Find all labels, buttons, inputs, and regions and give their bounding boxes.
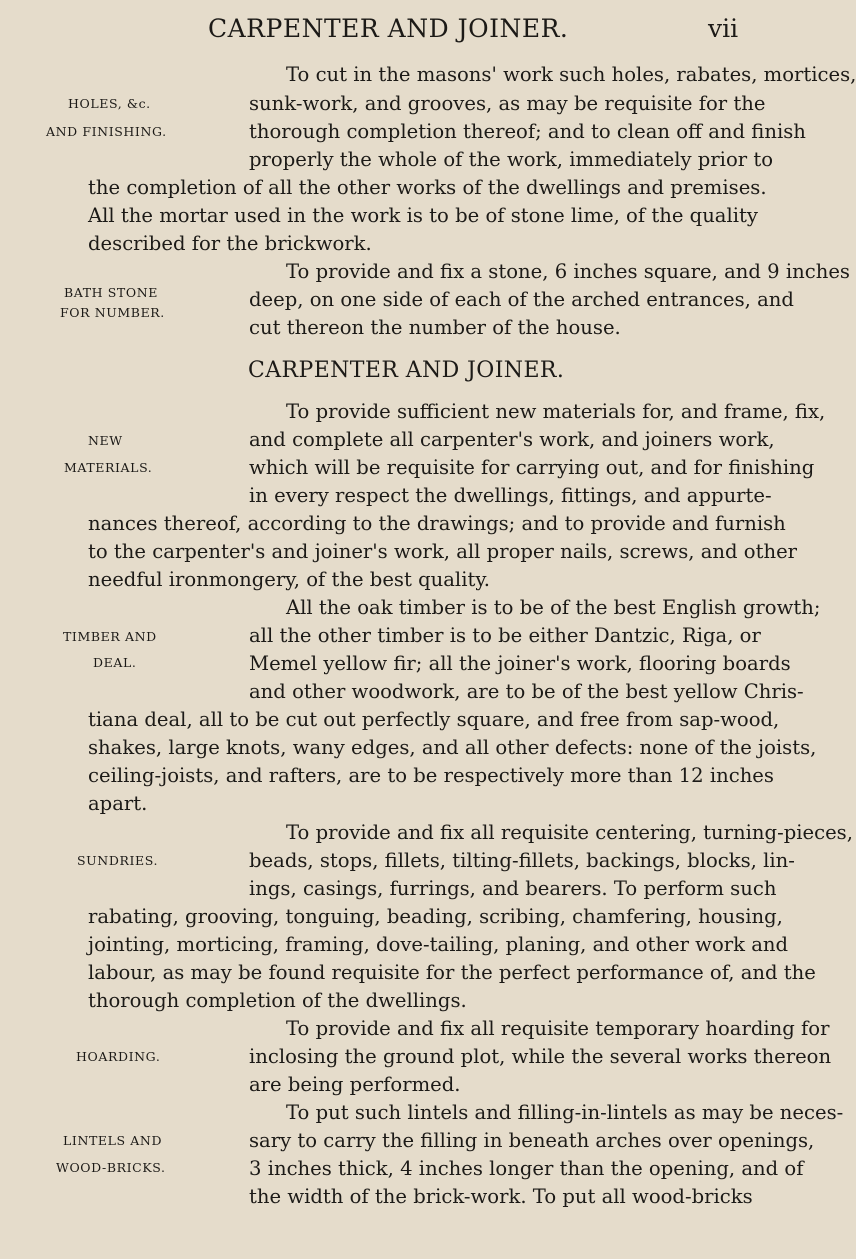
text-line: and complete all carpenter's work, and joiners work, (249, 428, 775, 451)
margin-note: MATERIALS. (64, 460, 153, 475)
margin-note: DEAL. (93, 655, 137, 670)
margin-note: AND FINISHING. (46, 124, 167, 139)
text-line: To provide and fix all requisite temporary hoarding for (286, 1017, 830, 1040)
text-line: sary to carry the filling in beneath arches over openings, (249, 1129, 815, 1152)
text-line: beads, stops, fillets, tilting-fillets, backings, blocks, lin- (249, 849, 795, 872)
text-line: To put such lintels and filling-in-lintels as may be neces- (286, 1101, 844, 1124)
text-line: the completion of all the other works of the dwellings and premises. (88, 176, 767, 199)
margin-note: SUNDRIES. (77, 853, 159, 868)
text-line: apart. (88, 792, 148, 815)
text-line: All the mortar used in the work is to be of stone lime, of the quality (88, 204, 758, 227)
section-title: CARPENTER AND JOINER. (248, 358, 565, 383)
text-line: To provide and fix all requisite centering, turning-pieces, (286, 821, 853, 844)
running-header (0, 14, 760, 54)
text-line: in every respect the dwellings, fittings, and appurte- (249, 484, 772, 507)
text-line: sunk-work, and grooves, as may be requisite for the (249, 92, 766, 115)
text-line: all the other timber is to be either Dantzic, Riga, or (249, 624, 761, 647)
running-title: CARPENTER AND JOINER. (208, 14, 569, 43)
text-line: To provide and fix a stone, 6 inches square, and 9 inches (286, 260, 850, 283)
margin-note: BATH STONE (64, 285, 158, 300)
text-line: inclosing the ground plot, while the several works thereon (249, 1045, 832, 1068)
text-line: ings, casings, furrings, and bearers. To perform such (249, 877, 777, 900)
text-line: 3 inches thick, 4 inches longer than the opening, and of (249, 1157, 804, 1180)
text-line: described for the brickwork. (88, 232, 372, 255)
margin-note: LINTELS AND (63, 1133, 163, 1148)
text-line: properly the whole of the work, immediately prior to (249, 148, 774, 171)
margin-note: TIMBER AND (63, 629, 157, 644)
text-line: tiana deal, all to be cut out perfectly square, and free from sap-wood, (88, 708, 780, 731)
text-line: Memel yellow fir; all the joiner's work, flooring boards (249, 652, 791, 675)
text-line: are being performed. (249, 1073, 461, 1096)
text-line: the width of the brick-work. To put all wood-bricks (249, 1185, 753, 1208)
text-line: and other woodwork, are to be of the best yellow Chris- (249, 680, 804, 703)
text-line: labour, as may be found requisite for the perfect performance of, and the (88, 961, 816, 984)
text-line: ceiling-joists, and rafters, are to be respectively more than 12 inches (88, 764, 774, 787)
margin-note: FOR NUMBER. (60, 305, 165, 320)
text-line: thorough completion thereof; and to clean off and finish (249, 120, 806, 143)
text-line: To cut in the masons' work such holes, rabates, mortices, (286, 63, 856, 86)
text-line: To provide sufficient new materials for, and frame, fix, (286, 400, 826, 423)
text-line: needful ironmongery, of the best quality. (88, 568, 491, 591)
margin-note: WOOD-BRICKS. (56, 1160, 166, 1175)
text-line: All the oak timber is to be of the best English growth; (286, 596, 821, 619)
text-line: shakes, large knots, wany edges, and all other defects: none of the joists, (88, 736, 817, 759)
text-line: jointing, morticing, framing, dove-tailing, planing, and other work and (88, 933, 789, 956)
text-line: which will be requisite for carrying out, and for finishing (249, 456, 815, 479)
margin-note: HOARDING. (76, 1049, 161, 1064)
text-line: rabating, grooving, tonguing, beading, scribing, chamfering, housing, (88, 905, 783, 928)
text-line: to the carpenter's and joiner's work, all proper nails, screws, and other (88, 540, 798, 563)
margin-note: HOLES, &c. (68, 96, 151, 111)
text-line: cut thereon the number of the house. (249, 316, 621, 339)
text-line: thorough completion of the dwellings. (88, 989, 467, 1012)
margin-note: NEW (88, 433, 123, 448)
text-line: nances thereof, according to the drawings; and to provide and furnish (88, 512, 786, 535)
page-number: vii (708, 14, 739, 43)
text-line: deep, on one side of each of the arched entrances, and (249, 288, 794, 311)
